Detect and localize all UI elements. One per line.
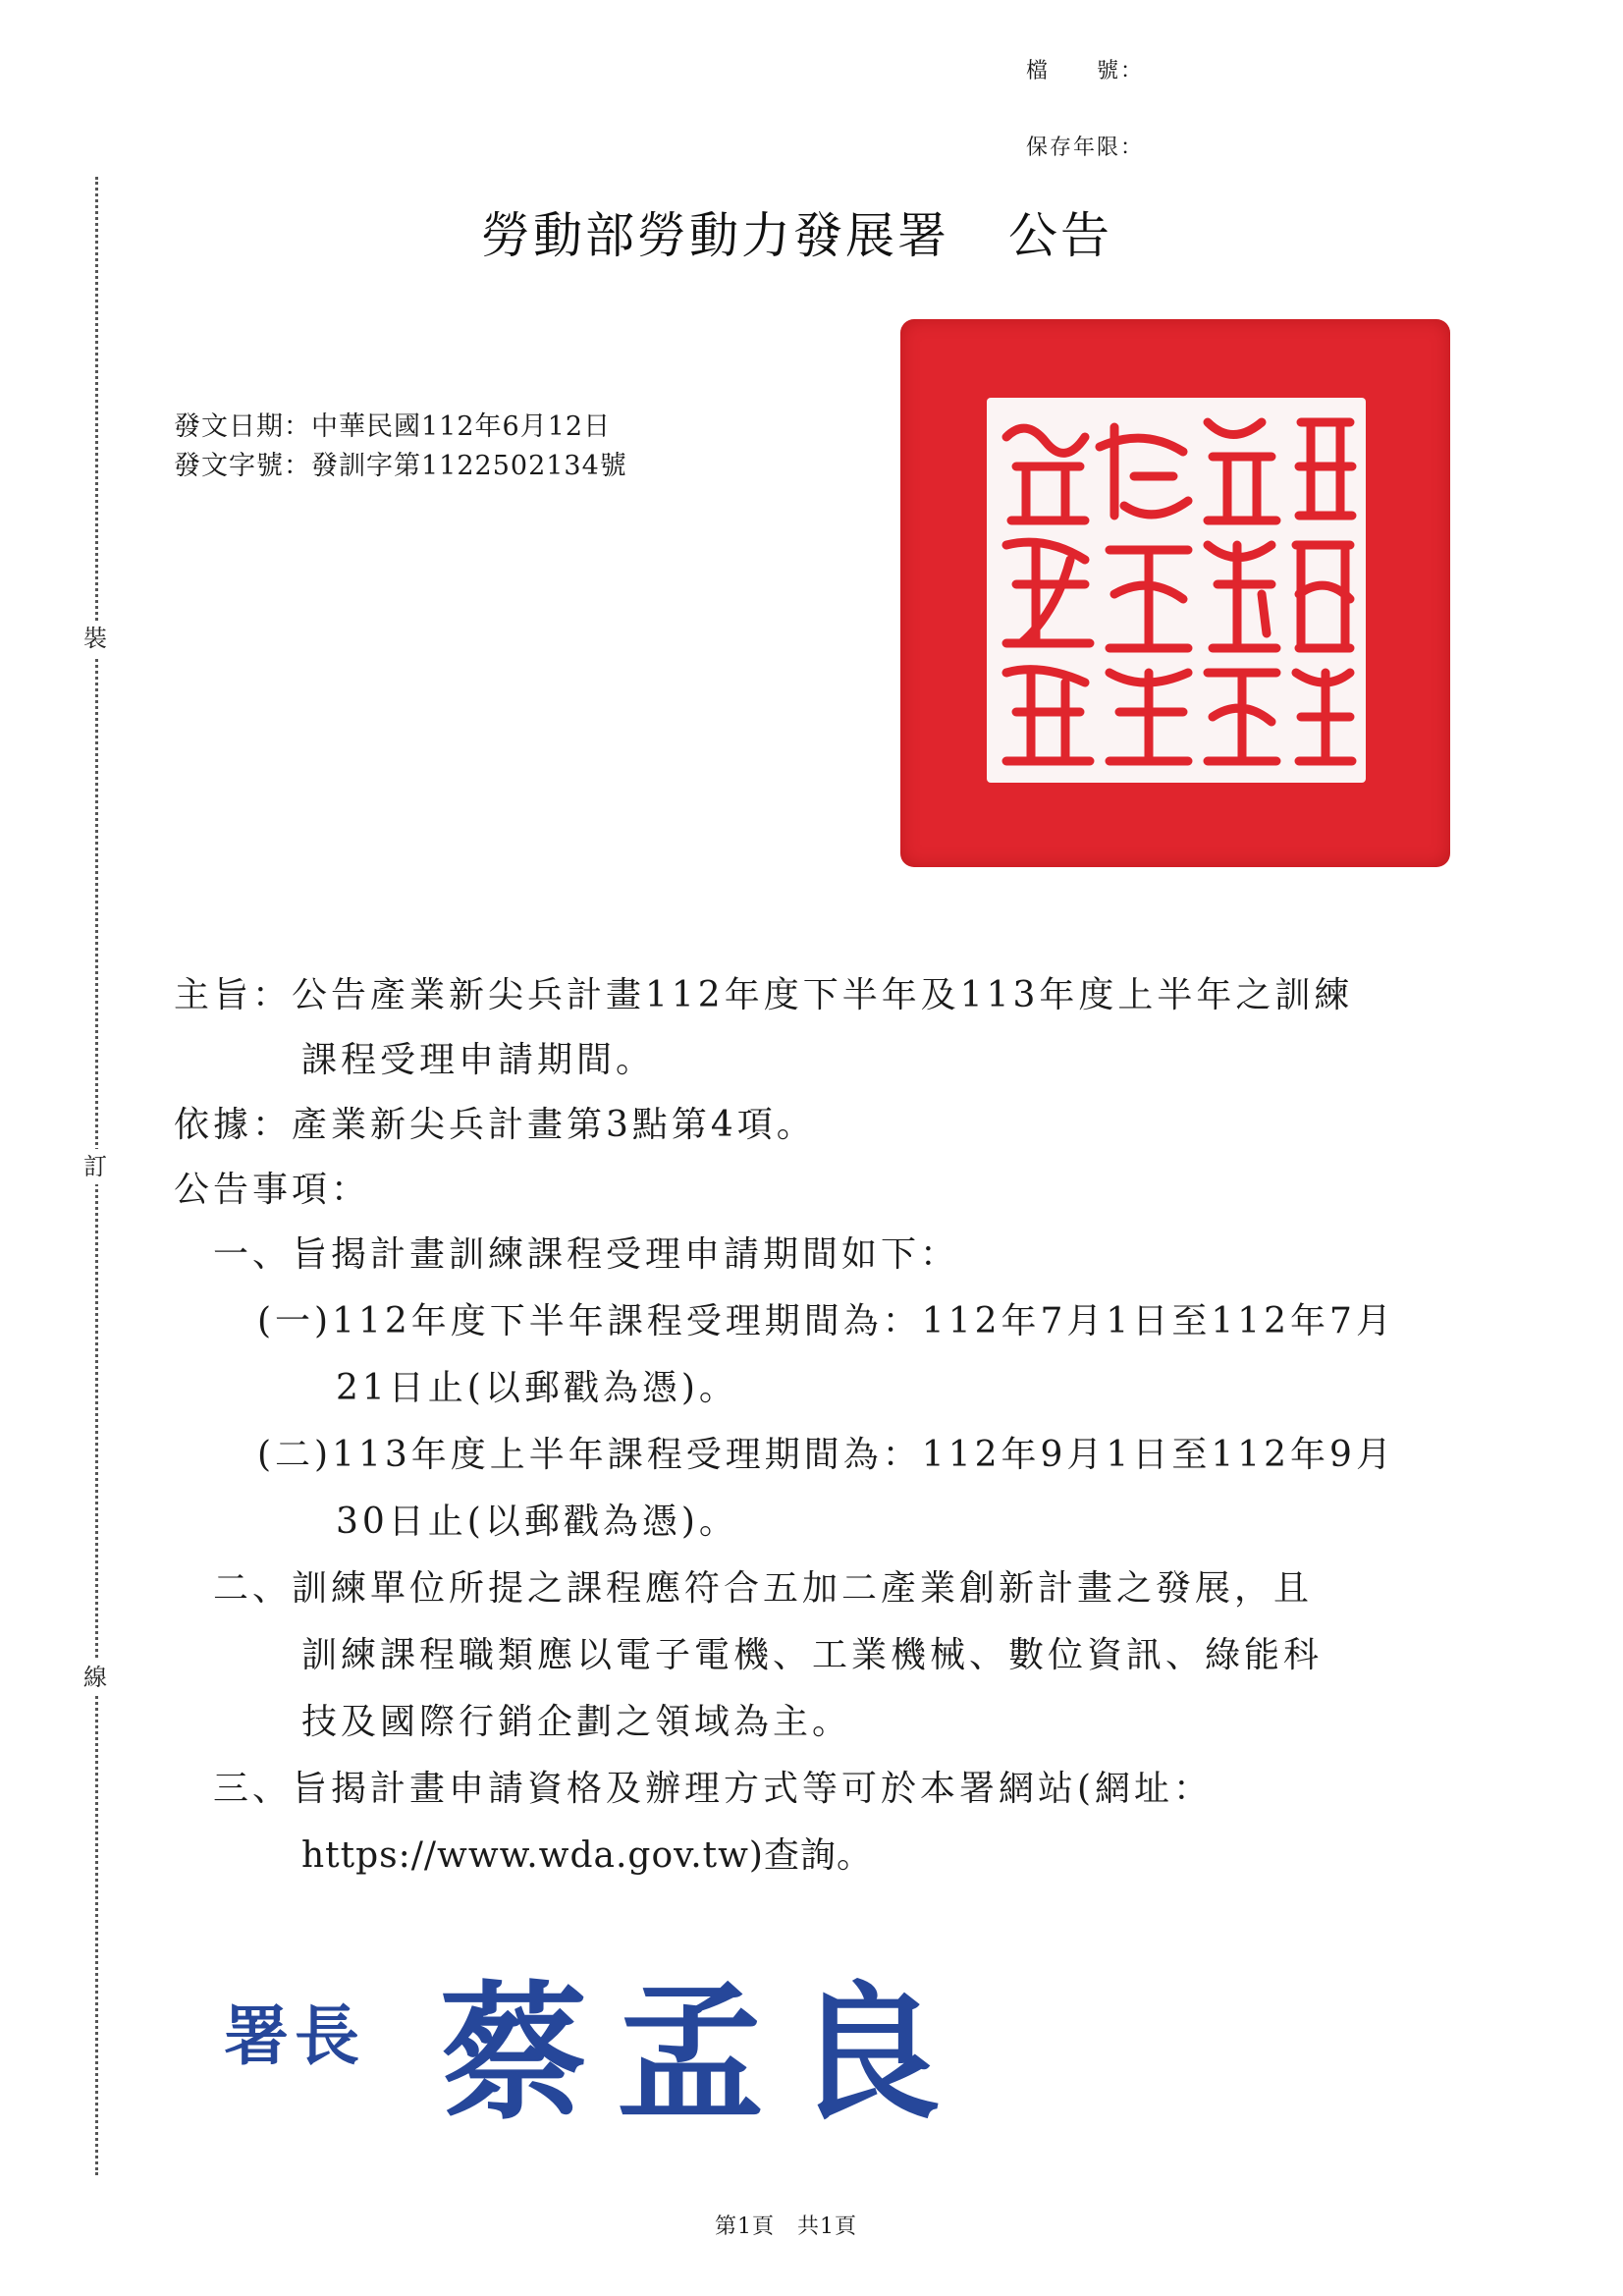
- item-1-2-line-1: (二)113年度上半年課程受理期間為：112年9月1日至112年9月: [257, 1435, 1395, 1475]
- item-3-line-2: https://www.wda.gov.tw)查詢。: [301, 1835, 873, 1876]
- document-type: 公告: [1008, 207, 1112, 264]
- item-3-line-1: 三、旨揭計畫申請資格及辦理方式等可於本署網站(網址：: [213, 1769, 1214, 1809]
- item-2-line-2: 訓練課程職類應以電子電機、工業機械、數位資訊、綠能科: [301, 1635, 1324, 1675]
- binding-char-xian: 線: [79, 1660, 112, 1695]
- document-title: [481, 196, 1112, 267]
- signature-title: 署長: [224, 1997, 365, 2074]
- basis-line: 依據：產業新尖兵計畫第3點第4項。: [174, 1105, 816, 1145]
- subject-line-1: 主旨：公告產業新尖兵計畫112年度下半年及113年度上半年之訓練: [174, 975, 1354, 1015]
- seal-script-icon: [987, 398, 1366, 783]
- page-number: 第1頁 共1頁: [715, 2214, 857, 2239]
- agency-name: 勞動部勞動力發展署: [481, 207, 949, 264]
- items-heading: 公告事項：: [174, 1170, 371, 1210]
- item-2-line-1: 二、訓練單位所提之課程應符合五加二產業創新計畫之發展，且: [213, 1568, 1314, 1609]
- binding-char-zhuang: 裝: [79, 621, 112, 656]
- subject-line-2: 課程受理申請期間。: [301, 1040, 656, 1080]
- signature-name: 蔡孟良: [440, 1967, 971, 2140]
- item-2-line-3: 技及國際行銷企劃之領域為主。: [301, 1702, 852, 1742]
- item-1-2-line-2: 30日止(以郵戳為憑)。: [336, 1502, 738, 1542]
- issue-number: 發文字號：發訓字第1122502134號: [174, 451, 627, 481]
- item-1: 一、旨揭計畫訓練課程受理申請期間如下：: [213, 1234, 960, 1275]
- retention-period-label: 保存年限：: [1026, 136, 1145, 160]
- item-1-1-line-2: 21日止(以郵戳為憑)。: [336, 1368, 738, 1408]
- official-seal: [900, 319, 1450, 867]
- seal-glyph-area: [987, 398, 1366, 783]
- file-number-label: 檔 號：: [1026, 59, 1145, 83]
- issue-date: 發文日期：中華民國112年6月12日: [174, 411, 612, 442]
- binding-char-ding: 訂: [79, 1149, 112, 1184]
- item-1-1-line-1: (一)112年度下半年課程受理期間為：112年7月1日至112年7月: [257, 1301, 1395, 1341]
